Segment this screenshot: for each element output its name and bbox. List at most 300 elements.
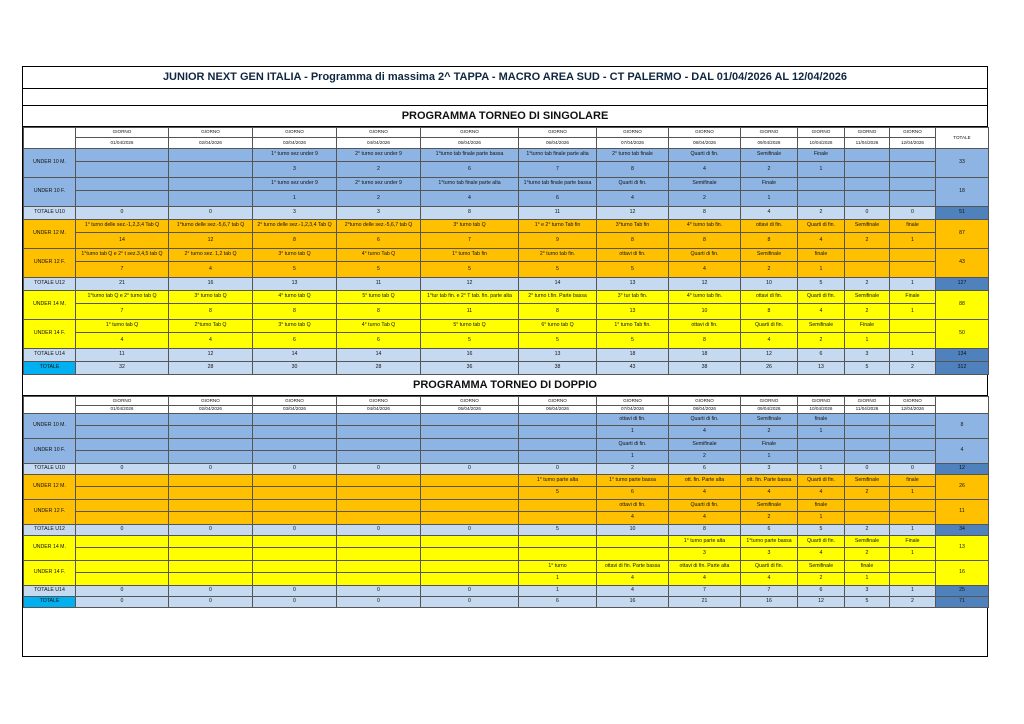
category-total: 43 [936, 249, 989, 278]
date-cell: 06/04/2026 [519, 406, 597, 414]
day-label: GIORNO [597, 128, 669, 138]
match-count-cell: 12 [169, 233, 253, 249]
date-cell: 01/04/2026 [76, 406, 169, 414]
event-cell: 1°turno tab finale parte bassa [421, 149, 519, 162]
event-cell: 1°turno delle sez.-5,6,7 tab Q [169, 220, 253, 233]
subtotal-cell: 3 [741, 464, 798, 475]
date-cell: 04/04/2026 [337, 406, 421, 414]
event-cell [169, 500, 253, 512]
subtotal-label: TOTALE U10 [24, 207, 76, 220]
subtotal-cell: 1 [890, 278, 936, 291]
match-count-cell [845, 451, 890, 464]
subtotal-cell: 32 [76, 362, 169, 375]
match-count-cell: 2 [845, 548, 890, 561]
match-count-cell: 4 [741, 573, 798, 586]
category-label: UNDER 14 M. [24, 291, 76, 320]
event-cell: ottavi di fin. [741, 220, 798, 233]
event-cell: finale [845, 561, 890, 573]
day-label: GIORNO [253, 128, 337, 138]
match-count-cell [337, 487, 421, 500]
match-count-cell: 4 [421, 191, 519, 207]
event-cell [890, 414, 936, 426]
event-cell: Finale [845, 320, 890, 333]
date-cell: 04/04/2026 [337, 138, 421, 149]
match-count-cell: 13 [597, 304, 669, 320]
event-cell: finale [890, 475, 936, 487]
subtotal-cell: 28 [337, 362, 421, 375]
category-total: 26 [936, 475, 989, 500]
subtotal-cell: 14 [253, 349, 337, 362]
subtotal-cell: 0 [337, 525, 421, 536]
match-count-cell: 4 [597, 573, 669, 586]
event-cell: Finale [741, 439, 798, 451]
match-count-cell: 5 [519, 487, 597, 500]
match-count-cell [169, 573, 253, 586]
event-cell [253, 536, 337, 548]
match-count-cell: 4 [798, 233, 845, 249]
event-cell: ottavi di fin. Parte alta [669, 561, 741, 573]
match-count-cell: 4 [76, 333, 169, 349]
match-count-cell: 7 [421, 233, 519, 249]
match-count-cell [76, 512, 169, 525]
subtotal-cell: 38 [669, 362, 741, 375]
date-cell: 06/04/2026 [519, 138, 597, 149]
subtotal-cell: 0 [421, 464, 519, 475]
match-count-cell: 4 [669, 573, 741, 586]
event-cell: Quarti di fin. [669, 414, 741, 426]
date-cell: 07/04/2026 [597, 138, 669, 149]
category-label: UNDER 10 M. [24, 414, 76, 439]
match-count-cell: 6 [421, 162, 519, 178]
match-count-cell: 2 [845, 487, 890, 500]
event-cell: 3° tur tab fin. [597, 291, 669, 304]
event-cell [76, 178, 169, 191]
event-cell: ottavi di fin. [597, 500, 669, 512]
match-count-cell [253, 573, 337, 586]
subtotal-cell: 0 [421, 597, 519, 608]
subtotal-total: 127 [936, 278, 989, 291]
event-cell: ott. fin. Parte bassa [741, 475, 798, 487]
date-cell: 10/04/2026 [798, 406, 845, 414]
subtotal-cell: 21 [76, 278, 169, 291]
event-cell: ottavi di fin. [597, 414, 669, 426]
subtotal-cell: 0 [519, 464, 597, 475]
match-count-cell: 6 [337, 233, 421, 249]
event-cell [169, 561, 253, 573]
subtotal-cell: 0 [76, 525, 169, 536]
day-label: GIORNO [798, 128, 845, 138]
singolare-table [23, 127, 989, 375]
event-cell [845, 500, 890, 512]
event-cell [253, 475, 337, 487]
event-cell [337, 500, 421, 512]
match-count-cell: 8 [669, 333, 741, 349]
event-cell: 4° turno Tab Q [337, 249, 421, 262]
subtotal-cell: 2 [890, 362, 936, 375]
event-cell: 3° turno tab Q [421, 220, 519, 233]
match-count-cell: 5 [421, 333, 519, 349]
match-count-cell: 11 [421, 304, 519, 320]
subtotal-label: TOTALE U14 [24, 586, 76, 597]
match-count-cell [337, 426, 421, 439]
subtotal-cell: 16 [169, 278, 253, 291]
subtotal-cell: 2 [890, 597, 936, 608]
event-cell [798, 439, 845, 451]
event-cell: Semifinale [741, 149, 798, 162]
subtotal-cell: 14 [337, 349, 421, 362]
category-label: UNDER 10 F. [24, 178, 76, 207]
match-count-cell: 5 [597, 262, 669, 278]
subtotal-cell: 26 [741, 362, 798, 375]
subtotal-cell: 2 [798, 207, 845, 220]
match-count-cell [337, 573, 421, 586]
event-cell: finale [798, 500, 845, 512]
event-cell: Finale [890, 291, 936, 304]
day-label: GIORNO [169, 128, 253, 138]
page-title: JUNIOR NEXT GEN ITALIA - Programma di massima 2^ TAPPA - MACRO AREA SUD - CT PALERMO - DAL 01/04/2026 AL 12/04/2026 [23, 67, 987, 89]
event-cell: Semifinale [845, 536, 890, 548]
subtotal-cell: 0 [845, 207, 890, 220]
doppio-table [23, 396, 989, 608]
subtotal-cell: 8 [421, 207, 519, 220]
event-cell [845, 249, 890, 262]
match-count-cell: 1 [253, 191, 337, 207]
subtotal-cell: 0 [169, 207, 253, 220]
subtotal-cell: 18 [669, 349, 741, 362]
category-label: UNDER 12 M. [24, 220, 76, 249]
event-cell: Quarti di fin. [597, 178, 669, 191]
day-label: GIORNO [253, 397, 337, 406]
subtotal-cell: 5 [845, 597, 890, 608]
event-cell [890, 500, 936, 512]
subtotal-cell: 6 [741, 525, 798, 536]
schedule-sheet [22, 66, 988, 657]
category-total: 11 [936, 500, 989, 525]
event-cell [76, 414, 169, 426]
event-cell: Semifinale [741, 249, 798, 262]
match-count-cell [253, 426, 337, 439]
event-cell [76, 475, 169, 487]
subtotal-cell: 0 [169, 464, 253, 475]
subtotal-cell: 13 [519, 349, 597, 362]
category-total: 13 [936, 536, 989, 561]
match-count-cell [845, 191, 890, 207]
event-cell: 2° turno tab fin. [519, 249, 597, 262]
match-count-cell: 7 [519, 162, 597, 178]
match-count-cell: 5 [519, 262, 597, 278]
event-cell: 5° turno tab Q [337, 291, 421, 304]
match-count-cell: 1 [845, 573, 890, 586]
event-cell: 2° turno sez under 9 [337, 178, 421, 191]
event-cell: 4° turno Tab Q [337, 320, 421, 333]
subtotal-cell: 12 [421, 278, 519, 291]
event-cell: Quarti di fin. [597, 439, 669, 451]
match-count-cell [76, 426, 169, 439]
event-cell: Quarti di fin. [798, 536, 845, 548]
event-cell [890, 439, 936, 451]
category-total: 88 [936, 291, 989, 320]
match-count-cell: 4 [798, 548, 845, 561]
match-count-cell [253, 512, 337, 525]
event-cell [76, 439, 169, 451]
match-count-cell [76, 548, 169, 561]
event-cell: 1°turno tab finale parte alta [519, 149, 597, 162]
subtotal-cell: 28 [169, 362, 253, 375]
match-count-cell [421, 548, 519, 561]
subtotal-total: 134 [936, 349, 989, 362]
match-count-cell: 4 [597, 191, 669, 207]
event-cell [845, 178, 890, 191]
event-cell [798, 178, 845, 191]
event-cell: 3° turno tab Q [253, 320, 337, 333]
category-total: 87 [936, 220, 989, 249]
day-label: GIORNO [845, 397, 890, 406]
event-cell: 1°turno tab Q e 2° t sez.3,4,5 tab Q [76, 249, 169, 262]
match-count-cell: 2 [337, 191, 421, 207]
event-cell: Semifinale [669, 178, 741, 191]
match-count-cell: 2 [669, 191, 741, 207]
match-count-cell [890, 451, 936, 464]
match-count-cell [76, 451, 169, 464]
match-count-cell [421, 426, 519, 439]
subtotal-cell: 10 [741, 278, 798, 291]
subtotal-cell: 16 [741, 597, 798, 608]
match-count-cell [890, 162, 936, 178]
match-count-cell: 2 [669, 451, 741, 464]
event-cell: 1° turno parte bassa [597, 475, 669, 487]
subtotal-cell: 12 [597, 207, 669, 220]
subtotal-cell: 0 [76, 586, 169, 597]
event-cell: Quarti di fin. [798, 475, 845, 487]
match-count-cell: 1 [798, 512, 845, 525]
event-cell: ottavi di fin. [669, 320, 741, 333]
subtotal-cell: 5 [798, 278, 845, 291]
event-cell [421, 439, 519, 451]
subtotal-total: 71 [936, 597, 989, 608]
subtotal-cell: 2 [845, 278, 890, 291]
event-cell: Semifinale [845, 220, 890, 233]
event-cell [169, 439, 253, 451]
row-label-header [24, 397, 76, 414]
day-label: GIORNO [890, 397, 936, 406]
match-count-cell [169, 487, 253, 500]
match-count-cell: 6 [253, 333, 337, 349]
subtotal-cell: 12 [741, 349, 798, 362]
day-label: GIORNO [669, 397, 741, 406]
subtotal-cell: 16 [597, 597, 669, 608]
event-cell: 1° turno parte alta [669, 536, 741, 548]
match-count-cell [76, 487, 169, 500]
day-label: GIORNO [421, 128, 519, 138]
date-cell: 08/04/2026 [669, 138, 741, 149]
total-header [936, 397, 989, 414]
date-cell: 11/04/2026 [845, 138, 890, 149]
subtotal-cell: 0 [169, 586, 253, 597]
event-cell [421, 414, 519, 426]
match-count-cell [253, 451, 337, 464]
subtotal-total: 312 [936, 362, 989, 375]
date-cell: 08/04/2026 [669, 406, 741, 414]
subtotal-cell: 14 [519, 278, 597, 291]
event-cell: Finale [741, 178, 798, 191]
day-label: GIORNO [519, 397, 597, 406]
match-count-cell: 8 [337, 304, 421, 320]
match-count-cell: 8 [253, 233, 337, 249]
subtotal-cell: 0 [421, 525, 519, 536]
match-count-cell: 4 [669, 162, 741, 178]
event-cell: ottavi di fin. [597, 249, 669, 262]
subtotal-cell: 0 [337, 597, 421, 608]
match-count-cell: 8 [669, 233, 741, 249]
event-cell [421, 561, 519, 573]
event-cell: Quarti di fin. [798, 220, 845, 233]
subtotal-cell: 0 [169, 597, 253, 608]
match-count-cell [421, 487, 519, 500]
match-count-cell [421, 451, 519, 464]
event-cell [169, 178, 253, 191]
event-cell: 2° turno sez. 1,2 tab Q [169, 249, 253, 262]
match-count-cell: 5 [253, 262, 337, 278]
subtotal-cell: 1 [890, 349, 936, 362]
match-count-cell: 1 [798, 162, 845, 178]
event-cell: finale [890, 220, 936, 233]
subtotal-cell: 0 [253, 525, 337, 536]
match-count-cell: 2 [741, 162, 798, 178]
match-count-cell [890, 512, 936, 525]
event-cell [76, 500, 169, 512]
subtotal-cell: 12 [669, 278, 741, 291]
day-label: GIORNO [337, 128, 421, 138]
subtotal-cell: 0 [76, 597, 169, 608]
date-cell: 02/04/2026 [169, 138, 253, 149]
singolare-heading: PROGRAMMA TORNEO DI SINGOLARE [23, 106, 987, 127]
subtotal-cell: 2 [597, 464, 669, 475]
event-cell [337, 475, 421, 487]
event-cell: Semifinale [669, 439, 741, 451]
event-cell: 1° turno Tab fin [421, 249, 519, 262]
subtotal-cell: 12 [169, 349, 253, 362]
subtotal-cell: 8 [669, 207, 741, 220]
category-label: UNDER 12 F. [24, 249, 76, 278]
match-count-cell [169, 451, 253, 464]
event-cell: 3° turno tab Q [169, 291, 253, 304]
event-cell: Semifinale [741, 414, 798, 426]
subtotal-cell: 38 [519, 362, 597, 375]
match-count-cell: 2 [741, 262, 798, 278]
match-count-cell [519, 451, 597, 464]
subtotal-cell: 0 [169, 525, 253, 536]
match-count-cell [845, 262, 890, 278]
event-cell [845, 414, 890, 426]
day-label: GIORNO [669, 128, 741, 138]
event-cell [519, 500, 597, 512]
match-count-cell [169, 512, 253, 525]
match-count-cell [519, 426, 597, 439]
subtotal-cell: 1 [890, 586, 936, 597]
match-count-cell [169, 191, 253, 207]
day-label: GIORNO [741, 397, 798, 406]
subtotal-cell: 13 [597, 278, 669, 291]
match-count-cell [845, 162, 890, 178]
subtotal-cell: 16 [421, 349, 519, 362]
subtotal-total: 34 [936, 525, 989, 536]
match-count-cell: 2 [337, 162, 421, 178]
day-label: GIORNO [741, 128, 798, 138]
subtotal-cell: 13 [253, 278, 337, 291]
match-count-cell: 9 [519, 233, 597, 249]
event-cell: 1°turno tab Q e 2° turno tab Q [76, 291, 169, 304]
event-cell [337, 561, 421, 573]
match-count-cell [519, 512, 597, 525]
event-cell: 2° turno delle sez.-1,2,3,4 Tab Q [253, 220, 337, 233]
event-cell: 1°turno tab finale parte bassa [519, 178, 597, 191]
event-cell [253, 439, 337, 451]
match-count-cell: 4 [169, 262, 253, 278]
subtotal-cell: 0 [76, 207, 169, 220]
event-cell [890, 561, 936, 573]
event-cell: 4° turno tab Q [253, 291, 337, 304]
match-count-cell: 8 [597, 233, 669, 249]
date-cell: 05/04/2026 [421, 138, 519, 149]
doppio-heading: PROGRAMMA TORNEO DI DOPPIO [23, 375, 987, 396]
match-count-cell [253, 487, 337, 500]
event-cell [597, 536, 669, 548]
event-cell: 2° turno t.fin. Parte bassa [519, 291, 597, 304]
subtotal-cell: 6 [669, 464, 741, 475]
category-total: 50 [936, 320, 989, 349]
subtotal-label: TOTALE U14 [24, 349, 76, 362]
event-cell: 1°tur tab fin. e 2° T tab. fin. parte alta [421, 291, 519, 304]
subtotal-cell: 36 [421, 362, 519, 375]
match-count-cell: 2 [798, 333, 845, 349]
subtotal-total: 51 [936, 207, 989, 220]
match-count-cell [845, 426, 890, 439]
event-cell [421, 475, 519, 487]
subtotal-cell: 2 [845, 525, 890, 536]
subtotal-cell: 3 [845, 586, 890, 597]
event-cell [421, 536, 519, 548]
date-cell: 01/04/2026 [76, 138, 169, 149]
subtotal-cell: 6 [798, 586, 845, 597]
event-cell: Finale [798, 149, 845, 162]
match-count-cell: 4 [169, 333, 253, 349]
subtotal-cell: 0 [76, 464, 169, 475]
event-cell [519, 414, 597, 426]
date-cell: 02/04/2026 [169, 406, 253, 414]
match-count-cell: 5 [597, 333, 669, 349]
match-count-cell: 1 [845, 333, 890, 349]
event-cell [337, 536, 421, 548]
subtotal-cell: 0 [890, 464, 936, 475]
category-total: 18 [936, 178, 989, 207]
subtotal-total: 25 [936, 586, 989, 597]
match-count-cell: 1 [798, 426, 845, 439]
event-cell: Semifinale [845, 475, 890, 487]
event-cell: 4° turno tab fin. [669, 220, 741, 233]
match-count-cell: 6 [519, 191, 597, 207]
match-count-cell [337, 512, 421, 525]
event-cell: 1° turno sez under 9 [253, 149, 337, 162]
match-count-cell [890, 573, 936, 586]
match-count-cell: 1 [890, 304, 936, 320]
match-count-cell: 3 [741, 548, 798, 561]
match-count-cell: 8 [597, 162, 669, 178]
event-cell: 1° turno [519, 561, 597, 573]
subtotal-cell: 3 [253, 207, 337, 220]
subtotal-cell: 11 [337, 278, 421, 291]
event-cell [890, 320, 936, 333]
match-count-cell: 7 [76, 262, 169, 278]
